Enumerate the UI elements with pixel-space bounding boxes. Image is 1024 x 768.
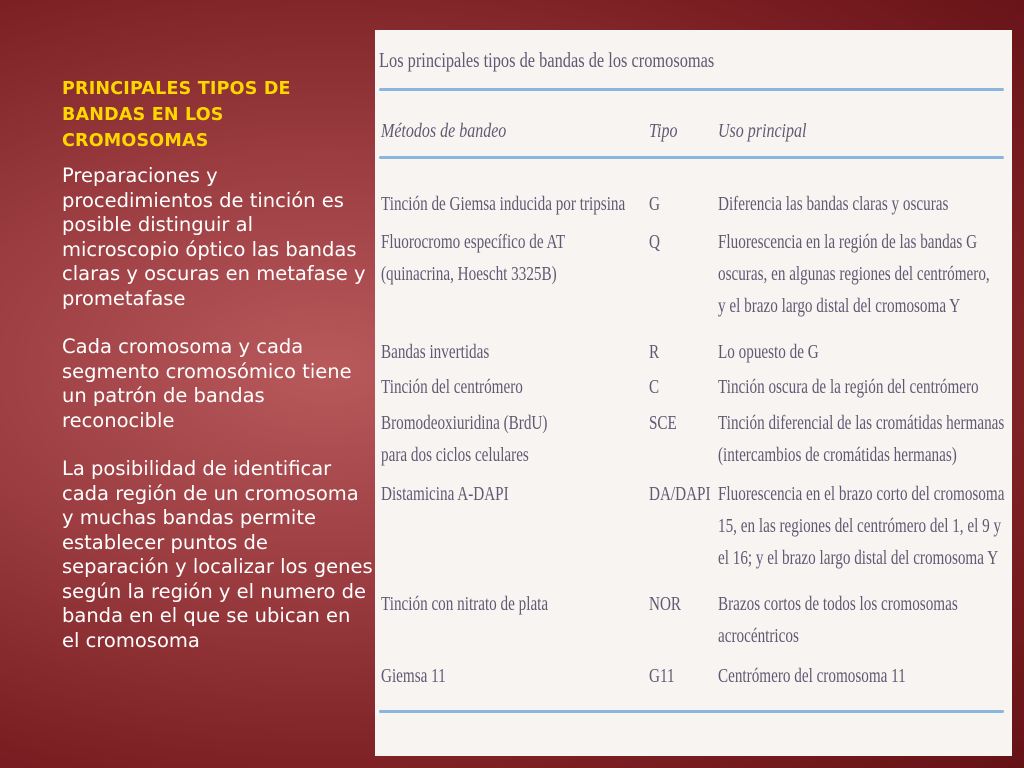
bands-table-image [375, 30, 1012, 756]
header-type: Tipo [649, 120, 678, 142]
slide-title: PRINCIPALES TIPOS DE BANDAS EN LOS CROMOSOMAS [62, 79, 291, 151]
table-cell-method: Fluorocromo específico de AT [381, 231, 566, 253]
table-cell-use: Tinción oscura de la región del centrómero [718, 376, 979, 398]
table-cell-type: DA/DAPI [649, 483, 711, 505]
table-cell-type: G [649, 193, 660, 215]
bullet-list [62, 164, 374, 677]
table-cell-method: Tinción de Giemsa inducida por tripsina [381, 193, 626, 215]
table-cell-use: Brazos cortos de todos los cromosomas [718, 593, 958, 615]
table-cell-type: G11 [649, 665, 675, 687]
bullet-text: Preparaciones y procedimientos de tinción es posible distinguir al microscopio óptico las bandas claras y oscuras en metafase y prometafase [62, 164, 366, 310]
table-bottom-rule [379, 710, 1004, 713]
table-cell-use: 15, en las regiones del centrómero del 1, el 9 y [718, 515, 1002, 537]
table-cell-method: Distamicina A-DAPI [381, 483, 509, 505]
table-cell-type: C [649, 376, 660, 398]
table-cell-method: Tinción del centrómero [381, 376, 523, 398]
table-cell-type: SCE [649, 412, 677, 434]
table-top-rule [379, 88, 1004, 91]
table-cell-use: Centrómero del cromosoma 11 [718, 665, 906, 687]
table-cell-use: acrocéntricos [718, 625, 799, 647]
table-cell-method: Bromodeoxiuridina (BrdU) [381, 412, 548, 434]
table-cell-method: Tinción con nitrato de plata [381, 593, 549, 615]
table-cell-method: para dos ciclos celulares [381, 444, 529, 466]
table-cell-method: (quinacrina, Hoescht 3325B) [381, 263, 557, 285]
table-cell-use: Fluorescencia en la región de las bandas G [718, 231, 978, 253]
table-cell-use: el 16; y el brazo largo distal del cromosoma Y [718, 547, 999, 569]
table-header-rule [379, 156, 1004, 159]
table-cell-use: Lo opuesto de G [718, 341, 819, 363]
table-cell-type: NOR [649, 593, 682, 615]
table-cell-type: Q [649, 231, 660, 253]
table-cell-use: Fluorescencia en el brazo corto del cromosoma [718, 483, 1005, 505]
table-cell-use: (intercambios de cromátidas hermanas) [718, 444, 957, 466]
table-cell-use: oscuras, en algunas regiones del centrómero, [718, 263, 990, 285]
table-cell-use: Diferencia las bandas claras y oscuras [718, 193, 949, 215]
table-title: Los principales tipos de bandas de los cromosomas [379, 48, 715, 72]
table-cell-method: Bandas invertidas [381, 341, 490, 363]
table-cell-method: Giemsa 11 [381, 665, 446, 687]
header-methods: Métodos de bandeo [381, 120, 507, 142]
bullet-text: La posibilidad de identificar cada región de un cromosoma y muchas bandas permite establecer puntos de separación y localizar los genes según la región y el numero de banda en el que se ubican en el cromosoma [62, 457, 373, 652]
table-cell-use: y el brazo largo distal del cromosoma Y [718, 295, 961, 317]
header-use: Uso principal [718, 120, 807, 142]
table-cell-type: R [649, 341, 660, 363]
table-cell-use: Tinción diferencial de las cromátidas hermanas [718, 412, 1005, 434]
bullet-text: Cada cromosoma y cada segmento cromosómico tiene un patrón de bandas reconocible [62, 335, 352, 432]
